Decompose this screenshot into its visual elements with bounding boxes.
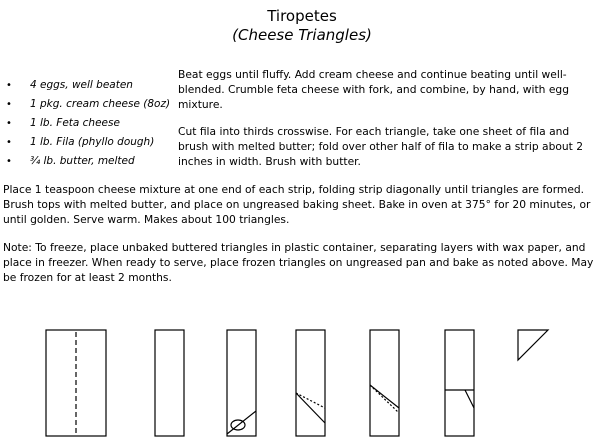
freezing-note: Note: To freeze, place unbaked buttered triangles in plastic container, separating layers with wax paper, and place in freezer. When ready to serve, place frozen triangles on ungreased pan and bake as noted above. May be frozen for at least 2 months. [3,241,594,285]
fold-step-7-icon [518,330,548,360]
ingredient-item [6,95,170,114]
ingredient-item [6,114,170,133]
instruction-step-2: Cut fila into thirds crosswise. For each triangle, take one sheet of fila and brush with melted butter; fold over other half of fila to make a strip about 2 inches in width. Brush with butter. [178,125,584,169]
fold-step-2-icon [155,330,184,436]
instruction-step-1: Beat eggs until fluffy. Add cream cheese and continue beating until well-blended. Crumble feta cheese with fork, and combine, by hand, with egg mixture. [178,68,569,112]
ingredient-item [6,152,170,171]
bullet-icon: • [6,137,12,148]
fold-step-4-icon [296,330,325,436]
fold-step-3-icon [227,330,256,436]
ingredient-item [6,133,170,152]
ingredient-text: ¾ lb. butter, melted [30,155,135,167]
recipe-subtitle: (Cheese Triangles) [232,26,372,44]
instruction-step-3: Place 1 teaspoon cheese mixture at one end of each strip, folding strip diagonally until triangles are formed. Brush tops with melted butter, and place on ungreased baking sheet. Bake in oven at 375° for 20 minutes, or until golden. Serve warm. Makes about 100 triangles. [3,183,591,227]
fold-step-6-icon [445,330,474,436]
bullet-icon: • [6,99,12,110]
ingredient-list [6,76,170,171]
bullet-icon: • [6,156,12,167]
ingredient-text: 1 lb. Feta cheese [30,117,120,129]
ingredient-text: 4 eggs, well beaten [30,79,133,91]
bullet-icon: • [6,118,12,129]
fold-step-5-icon [370,330,399,436]
ingredient-text: 1 pkg. cream cheese (8oz) [30,98,171,110]
folding-diagram [0,315,604,440]
ingredient-item [6,76,170,95]
recipe-title: Tiropetes [267,7,337,25]
fold-step-1-icon [46,330,106,436]
ingredient-text: 1 lb. Fila (phyllo dough) [30,136,155,148]
bullet-icon: • [6,80,12,91]
